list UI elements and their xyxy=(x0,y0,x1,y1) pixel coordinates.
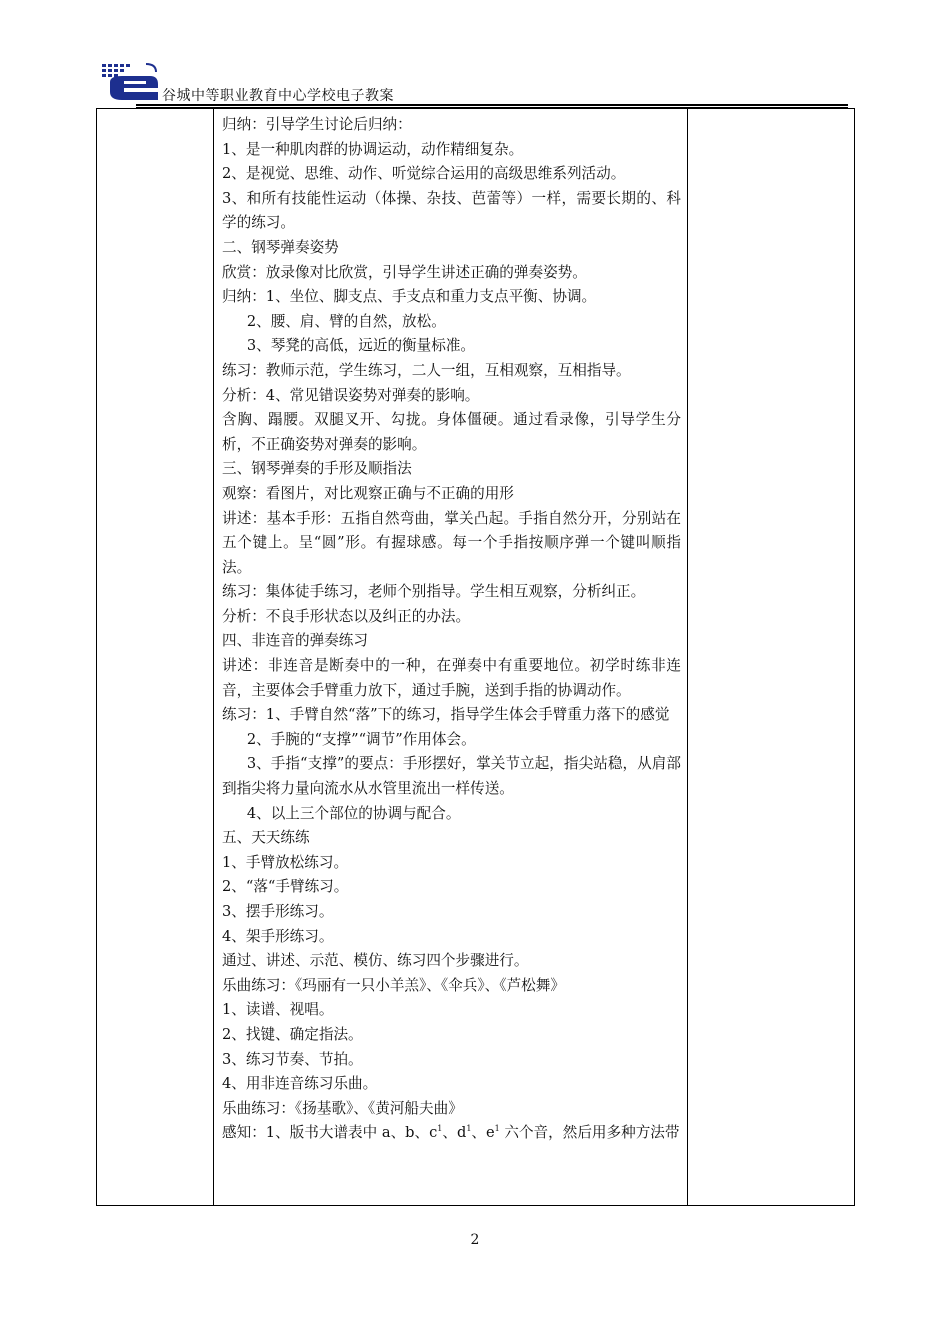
teaching-content xyxy=(214,109,687,1146)
content-line: 讲述：非连音是断奏中的一种，在弹奏中有重要地位。初学时练非连音，主要体会手臂重力放下，通过手腕，送到手指的协调动作。 xyxy=(222,657,681,699)
content-line: 练习：教师示范，学生练习，二人一组，互相观察，互相指导。 xyxy=(222,361,631,379)
content-line: 欣赏：放录像对比欣赏，引导学生讲述正确的弹奏姿势。 xyxy=(222,263,587,281)
content-line: 1、是一种肌肉群的协调运动，动作精细复杂。 xyxy=(222,140,524,158)
section-heading: 三、钢琴弹奏的手形及顺指法 xyxy=(222,460,412,478)
content-line: 乐曲练习：《扬基歌》、《黄河船夫曲》 xyxy=(222,1099,463,1117)
content-line: 2、腰、肩、臂的自然，放松。 xyxy=(246,312,446,330)
note-text: 感知：1、版书大谱表中 a、b、c xyxy=(222,1124,438,1142)
content-line: 1、读谱、视唱。 xyxy=(222,1001,334,1019)
content-line: 4、架手形练习。 xyxy=(222,927,334,945)
content-line: 3、手指“支撑”的要点：手形摆好，掌关节立起，指尖站稳，从肩部到指尖将力量向流水从水管里流出一样传送。 xyxy=(222,755,681,798)
content-line: 练习：1、手臂自然“落”下的练习，指导学生体会手臂重力落下的感觉 xyxy=(222,706,670,724)
content-line: 2、找键、确定指法。 xyxy=(222,1025,363,1043)
content-line: 讲述：基本手形：五指自然弯曲，掌关凸起。手指自然分开，分别站在五个键上。呈“圆”形。有握球感。每一个手指按顺序弹一个键叫顺指法。 xyxy=(222,509,681,576)
octave-superscript: 1 xyxy=(437,1124,443,1134)
octave-superscript: 1 xyxy=(494,1124,500,1134)
content-line: 分析：不良手形状态以及纠正的办法。 xyxy=(222,607,471,625)
content-line: 2、“落“手臂练习。 xyxy=(222,878,349,896)
content-line: 4、用非连音练习乐曲。 xyxy=(222,1075,378,1093)
teaching-content-cell xyxy=(214,109,688,1206)
content-line: 3、练习节奏、节拍。 xyxy=(222,1050,363,1068)
section-heading: 四、非连音的弹奏练习 xyxy=(222,632,368,650)
note-text: 六个音，然后用多种方法带 xyxy=(499,1124,680,1142)
header-rule xyxy=(136,104,848,106)
content-line: 乐曲练习：《玛丽有一只小羊羔》、《伞兵》、《芦松舞》 xyxy=(222,976,565,994)
left-column-cell xyxy=(97,109,214,1206)
section-heading: 五、天天练练 xyxy=(222,829,310,847)
note-text: 、e xyxy=(471,1124,495,1142)
content-line: 3、和所有技能性运动（体操、杂技、芭蕾等）一样，需要长期的、科学的练习。 xyxy=(222,189,681,232)
school-title: 谷城中等职业教育中心学校电子教案 xyxy=(162,88,394,104)
note-text: 、d xyxy=(442,1124,467,1142)
content-line-notes xyxy=(222,1121,681,1146)
content-line: 4、以上三个部位的协调与配合。 xyxy=(246,804,461,822)
content-line: 含胸、蹋腰。双腿叉开、勾拢。身体僵硬。通过看录像，引导学生分析，不正确姿势对弹奏的影响。 xyxy=(222,411,681,453)
content-line: 3、琴凳的高低，远近的衡量标准。 xyxy=(246,337,476,355)
content-line: 1、手臂放松练习。 xyxy=(222,853,349,871)
section-heading: 二、钢琴弹奏姿势 xyxy=(222,238,339,256)
content-line: 归纳：引导学生讨论后归纳： xyxy=(222,116,412,133)
notes-column-cell xyxy=(688,109,855,1206)
lesson-plan-table xyxy=(96,108,855,1206)
page-number: 2 xyxy=(470,1232,480,1248)
content-line: 练习：集体徒手练习，老师个别指导。学生相互观察，分析纠正。 xyxy=(222,583,646,601)
table-row xyxy=(97,109,855,1206)
octave-superscript: 1 xyxy=(466,1124,472,1134)
page-header xyxy=(100,62,848,106)
content-line: 观察：看图片，对比观察正确与不正确的用形 xyxy=(222,484,514,502)
content-line: 分析：4、常见错误姿势对弹奏的影响。 xyxy=(222,386,480,404)
content-line: 2、是视觉、思维、动作、听觉综合运用的高级思维系列活动。 xyxy=(222,165,626,183)
content-line: 2、手腕的“支撑”“调节”作用体会。 xyxy=(246,730,476,748)
content-line: 归纳：1、坐位、脚支点、手支点和重力支点平衡、协调。 xyxy=(222,288,597,306)
school-e-logo-icon xyxy=(100,62,162,104)
content-line: 3、摆手形练习。 xyxy=(222,903,334,920)
content-line: 通过、讲述、示范、模仿、练习四个步骤进行。 xyxy=(222,952,529,970)
